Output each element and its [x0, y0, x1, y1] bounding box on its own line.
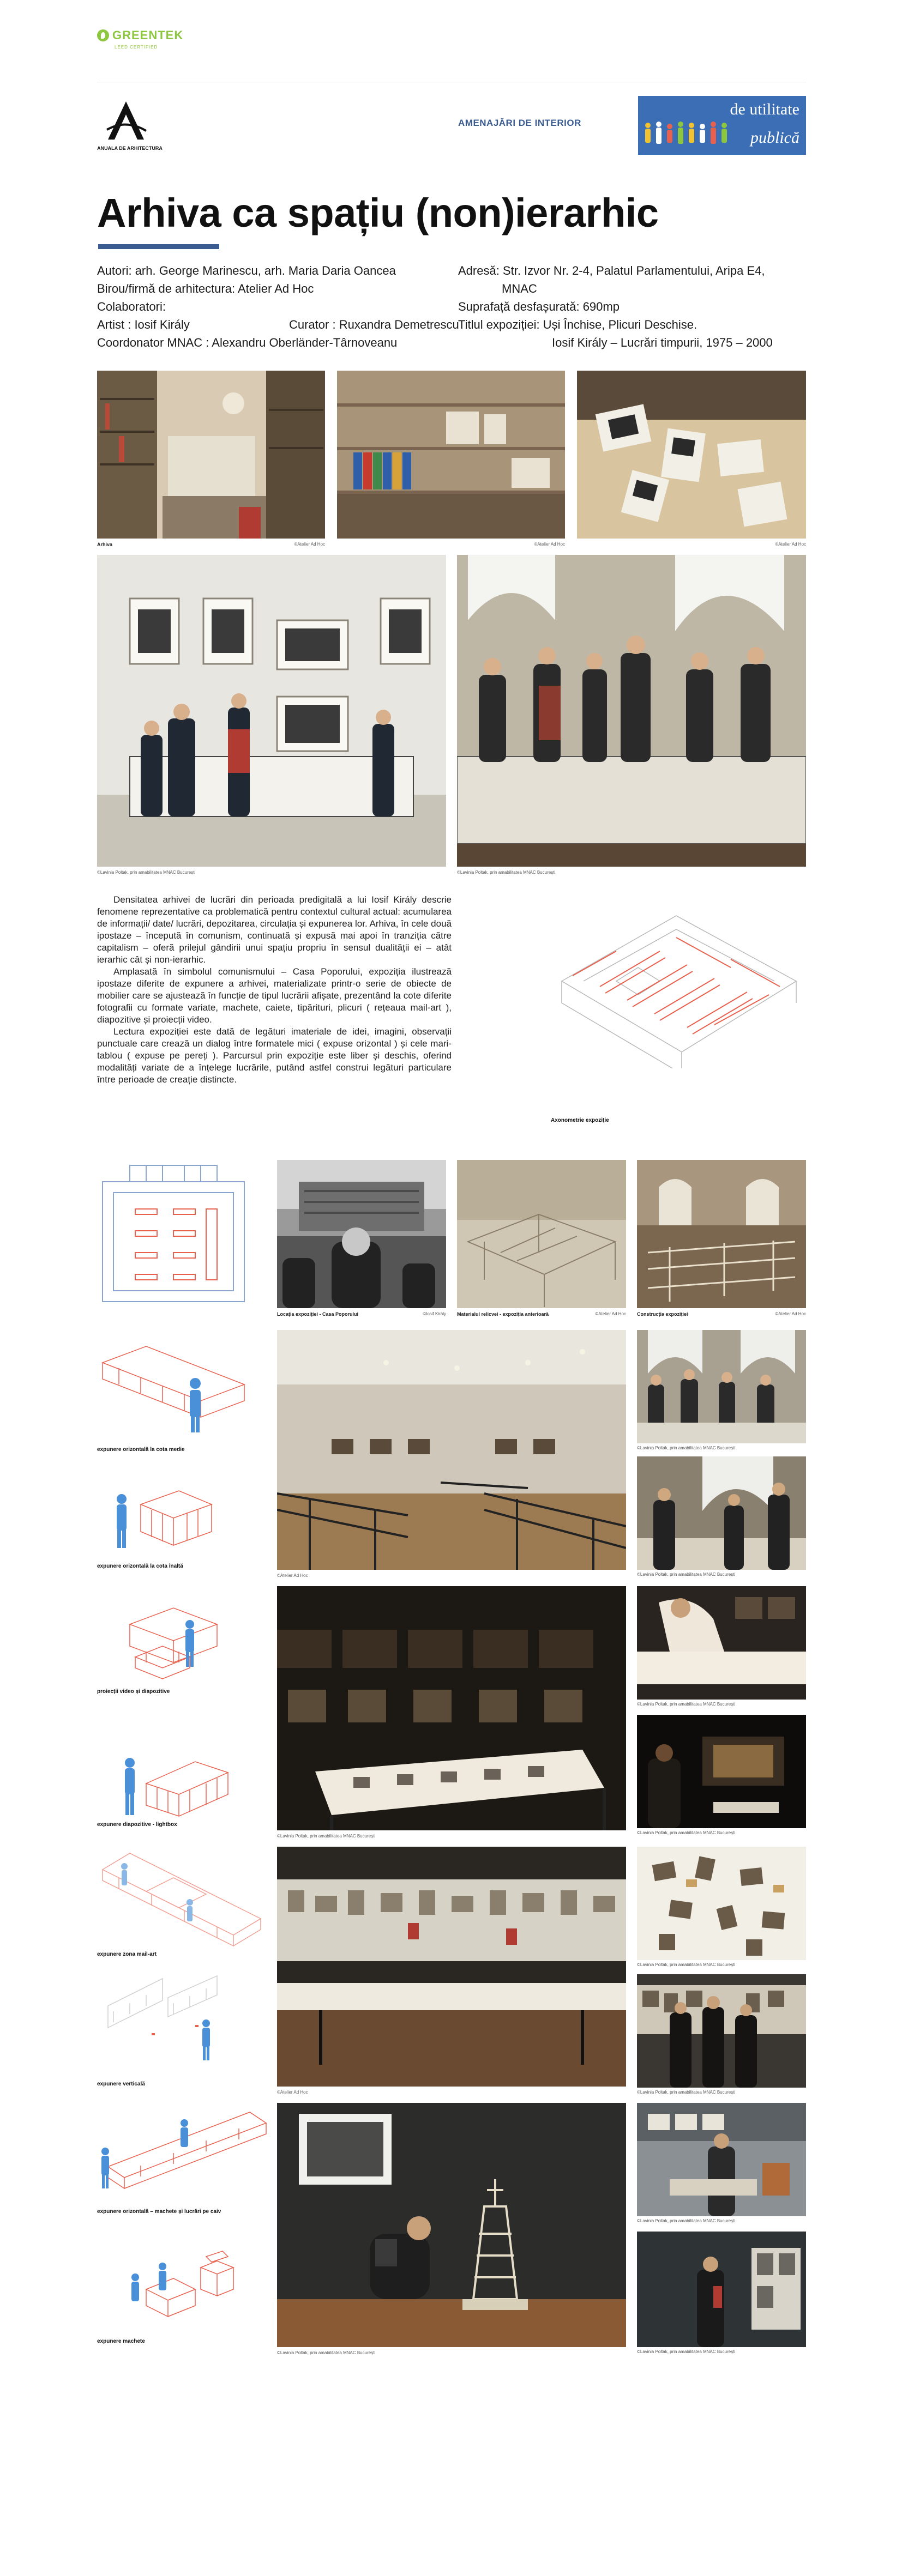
- diagram-lightbox: [97, 1751, 233, 1822]
- body-text: [97, 894, 452, 1086]
- photo-mail-art-envelopes: [637, 1847, 806, 1960]
- label-diagram-2: expunere orizontală la cota înaltă: [97, 1563, 183, 1569]
- diagram-models: [97, 2235, 239, 2322]
- meta-titlu: Titlul expoziției: Uși Închise, Plicuri Deschise.: [458, 318, 697, 331]
- meta-autori: Autori: arh. George Marinescu, arh. Maria Daria Oancea: [97, 264, 396, 277]
- diagram-vertical: [97, 1973, 255, 2066]
- photo-visitors-wall: [637, 1974, 806, 2088]
- label-diagram-8: expunere machete: [97, 2338, 145, 2344]
- caption-relic: Materialul relicvei - expoziția anterioară: [457, 1311, 549, 1317]
- diagram-horizontal-medium: [97, 1341, 255, 1439]
- photo-casa-poporului: [277, 1160, 446, 1308]
- credit-right-4: ©Lavinia Poltak, prin amabilitatea MNAC București: [637, 1830, 736, 1835]
- diagram-models-caiv: [97, 2101, 272, 2199]
- caption-casa-poporului: Locația expoziției - Casa Poporului: [277, 1311, 359, 1317]
- photo-visitors-right-1: [637, 1330, 806, 1443]
- leaf-icon: [97, 29, 109, 41]
- meta-coordonator: Coordonator MNAC : Alexandru Oberländer-Târnoveanu: [97, 336, 398, 349]
- brand-sub: LEED CERTIFIED: [115, 45, 158, 50]
- photo-model-tower: [277, 2103, 626, 2347]
- title-underline: [98, 244, 219, 249]
- floor-plan-drawing: [97, 1160, 250, 1308]
- credit-dark-room: ©Lavinia Poltak, prin amabilitatea MNAC București: [277, 1834, 376, 1839]
- credit-construction: ©Atelier Ad Hoc: [775, 1311, 806, 1316]
- photo-dark-room-lightbox: [277, 1586, 626, 1830]
- caption-arhiva: Arhiva: [97, 542, 113, 547]
- label-diagram-5: expunere zona mail-art: [97, 1951, 157, 1957]
- photo-relic-material: [457, 1160, 626, 1308]
- caption-construction: Construcția expoziției: [637, 1311, 688, 1317]
- meta-artist: Artist : Iosif Király: [97, 318, 190, 331]
- label-diagram-4: expunere diapozitive - lightbox: [97, 1822, 177, 1828]
- meta-curator: Curator : Ruxandra Demetrescu: [289, 318, 459, 331]
- section-tag: AMENAJĂRI DE INTERIOR: [458, 118, 581, 128]
- badge-line2: publică: [750, 129, 799, 147]
- brand-name: GREENTEK: [112, 28, 184, 42]
- photo-archive-table: [577, 371, 806, 539]
- credit-casa-poporului: ©Iosif Király: [423, 1311, 446, 1316]
- credit-mail-art: ©Atelier Ad Hoc: [277, 2090, 308, 2095]
- people-icon: [642, 118, 735, 150]
- anuala-label: ANUALA DE ARHITECTURA: [97, 146, 163, 151]
- photo-lightbox-viewer: [637, 1586, 806, 1700]
- body-paragraph-3: Lectura expoziției este dată de legături imateriale de idei, imagini, observații punctuale care crează un dialog între formatele mici ( expuse orizontal ) și cele mari-tablou ( expuse pe pereți ). Parcursul prin expoziție este liber și deschis, oferind modalități variate de a înțelege lucrările, putând astfel construi legături particulare între perioade de creație distincte.: [97, 1026, 452, 1085]
- credit-right-3: ©Lavinia Poltak, prin amabilitatea MNAC București: [637, 1702, 736, 1707]
- body-paragraph-2: Amplasată în simbolul comunismului – Casa Poporului, expoziția ilustrează ipostaze diferite de expunere a arhivei, materializate printr-o serie de obiecte de mobilier care se ajustează în funcție de tipul lucrării afișate, prezentând la cote diferite fotografii cu formate variate, machete, caiete, tipărituri, plicuri ( rețeaua mail-art ), diapozitive și proiecții video.: [97, 966, 452, 1025]
- photo-archive-room: [97, 371, 325, 539]
- label-diagram-7: expunere orizontală – machete și lucrări pe caiv: [97, 2209, 221, 2215]
- photo-exhibition-construction: [637, 1160, 806, 1308]
- meta-adresa: Adresă: Str. Izvor Nr. 2-4, Palatul Parlamentului, Aripa E4,: [458, 264, 765, 277]
- photo-visitor-dark: [637, 2232, 806, 2347]
- photo-gallery-hall: [277, 1330, 626, 1570]
- utilitate-publica-badge: [638, 96, 806, 155]
- photo-photos-table: [637, 2103, 806, 2216]
- credit-row1-1: ©Atelier Ad Hoc: [294, 542, 325, 547]
- badge-line1: de utilitate: [730, 100, 799, 118]
- meta-titlu2: Iosif Király – Lucrări timpurii, 1975 – 2000: [552, 336, 773, 349]
- photo-archive-shelves: [337, 371, 565, 539]
- meta-colaboratori: Colaboratori:: [97, 300, 166, 313]
- greentek-logo: [97, 28, 183, 43]
- label-diagram-6: expunere verticală: [97, 2081, 145, 2087]
- diagram-horizontal-high: [97, 1483, 217, 1553]
- credit-right-2: ©Lavinia Poltak, prin amabilitatea MNAC București: [637, 1572, 736, 1577]
- credit-model-tower: ©Lavinia Poltak, prin amabilitatea MNAC București: [277, 2350, 376, 2355]
- credit-row2-2: ©Lavinia Poltak, prin amabilitatea MNAC București: [457, 870, 556, 875]
- credit-relic: ©Atelier Ad Hoc: [595, 1311, 626, 1316]
- diagram-video-projection: [97, 1603, 223, 1684]
- photo-gallery-visitors: [97, 555, 446, 867]
- photo-visitors-right-2: [637, 1456, 806, 1570]
- label-diagram-1: expunere orizontală la cota medie: [97, 1447, 185, 1453]
- page-title: Arhiva ca spațiu (non)ierarhic: [97, 190, 659, 235]
- credit-right-7: ©Lavinia Poltak, prin amabilitatea MNAC București: [637, 2218, 736, 2223]
- meta-birou: Birou/firmă de arhitectura: Atelier Ad Hoc: [97, 282, 314, 295]
- photo-mail-art-wall: [277, 1847, 626, 2087]
- credit-right-8: ©Lavinia Poltak, prin amabilitatea MNAC București: [637, 2349, 736, 2354]
- diagram-mail-art: [97, 1848, 266, 1951]
- axonometry-drawing: [551, 899, 806, 1068]
- credit-row1-2: ©Atelier Ad Hoc: [534, 542, 565, 547]
- credit-gallery-hall: ©Atelier Ad Hoc: [277, 1573, 308, 1578]
- body-paragraph-1: Densitatea arhivei de lucrări din perioada predigitală a lui Iosif Király descrie fenomene reprezentative ca problematică pentru contextul cultural actual: acumularea de informații/ date/ lucrări, depozitarea, circulația și expunerea lor. Arhiva, în cele două ipostaze – începută în comunism, continuată și expusă mai apoi în tranziția către capitalism – oferă prilejul gândirii unui spațiu propriu în sensul dualității ei – atât ierarhic cât și non-ierarhic.: [97, 894, 452, 965]
- credit-right-1: ©Lavinia Poltak, prin amabilitatea MNAC București: [637, 1446, 736, 1450]
- credit-right-6: ©Lavinia Poltak, prin amabilitatea MNAC București: [637, 2090, 736, 2095]
- photo-projection-room: [637, 1715, 806, 1828]
- caption-axonometry: Axonometrie expoziție: [551, 1117, 609, 1123]
- label-diagram-3: proiecții video și diapozitive: [97, 1689, 170, 1695]
- meta-suprafata: Suprafață desfașurată: 690mp: [458, 300, 620, 313]
- photo-gallery-opening: [457, 555, 806, 867]
- credit-row1-3: ©Atelier Ad Hoc: [775, 542, 806, 547]
- credit-row2-1: ©Lavinia Poltak, prin amabilitatea MNAC București: [97, 870, 196, 875]
- meta-adresa2: MNAC: [502, 282, 537, 295]
- credit-right-5: ©Lavinia Poltak, prin amabilitatea MNAC București: [637, 1962, 736, 1967]
